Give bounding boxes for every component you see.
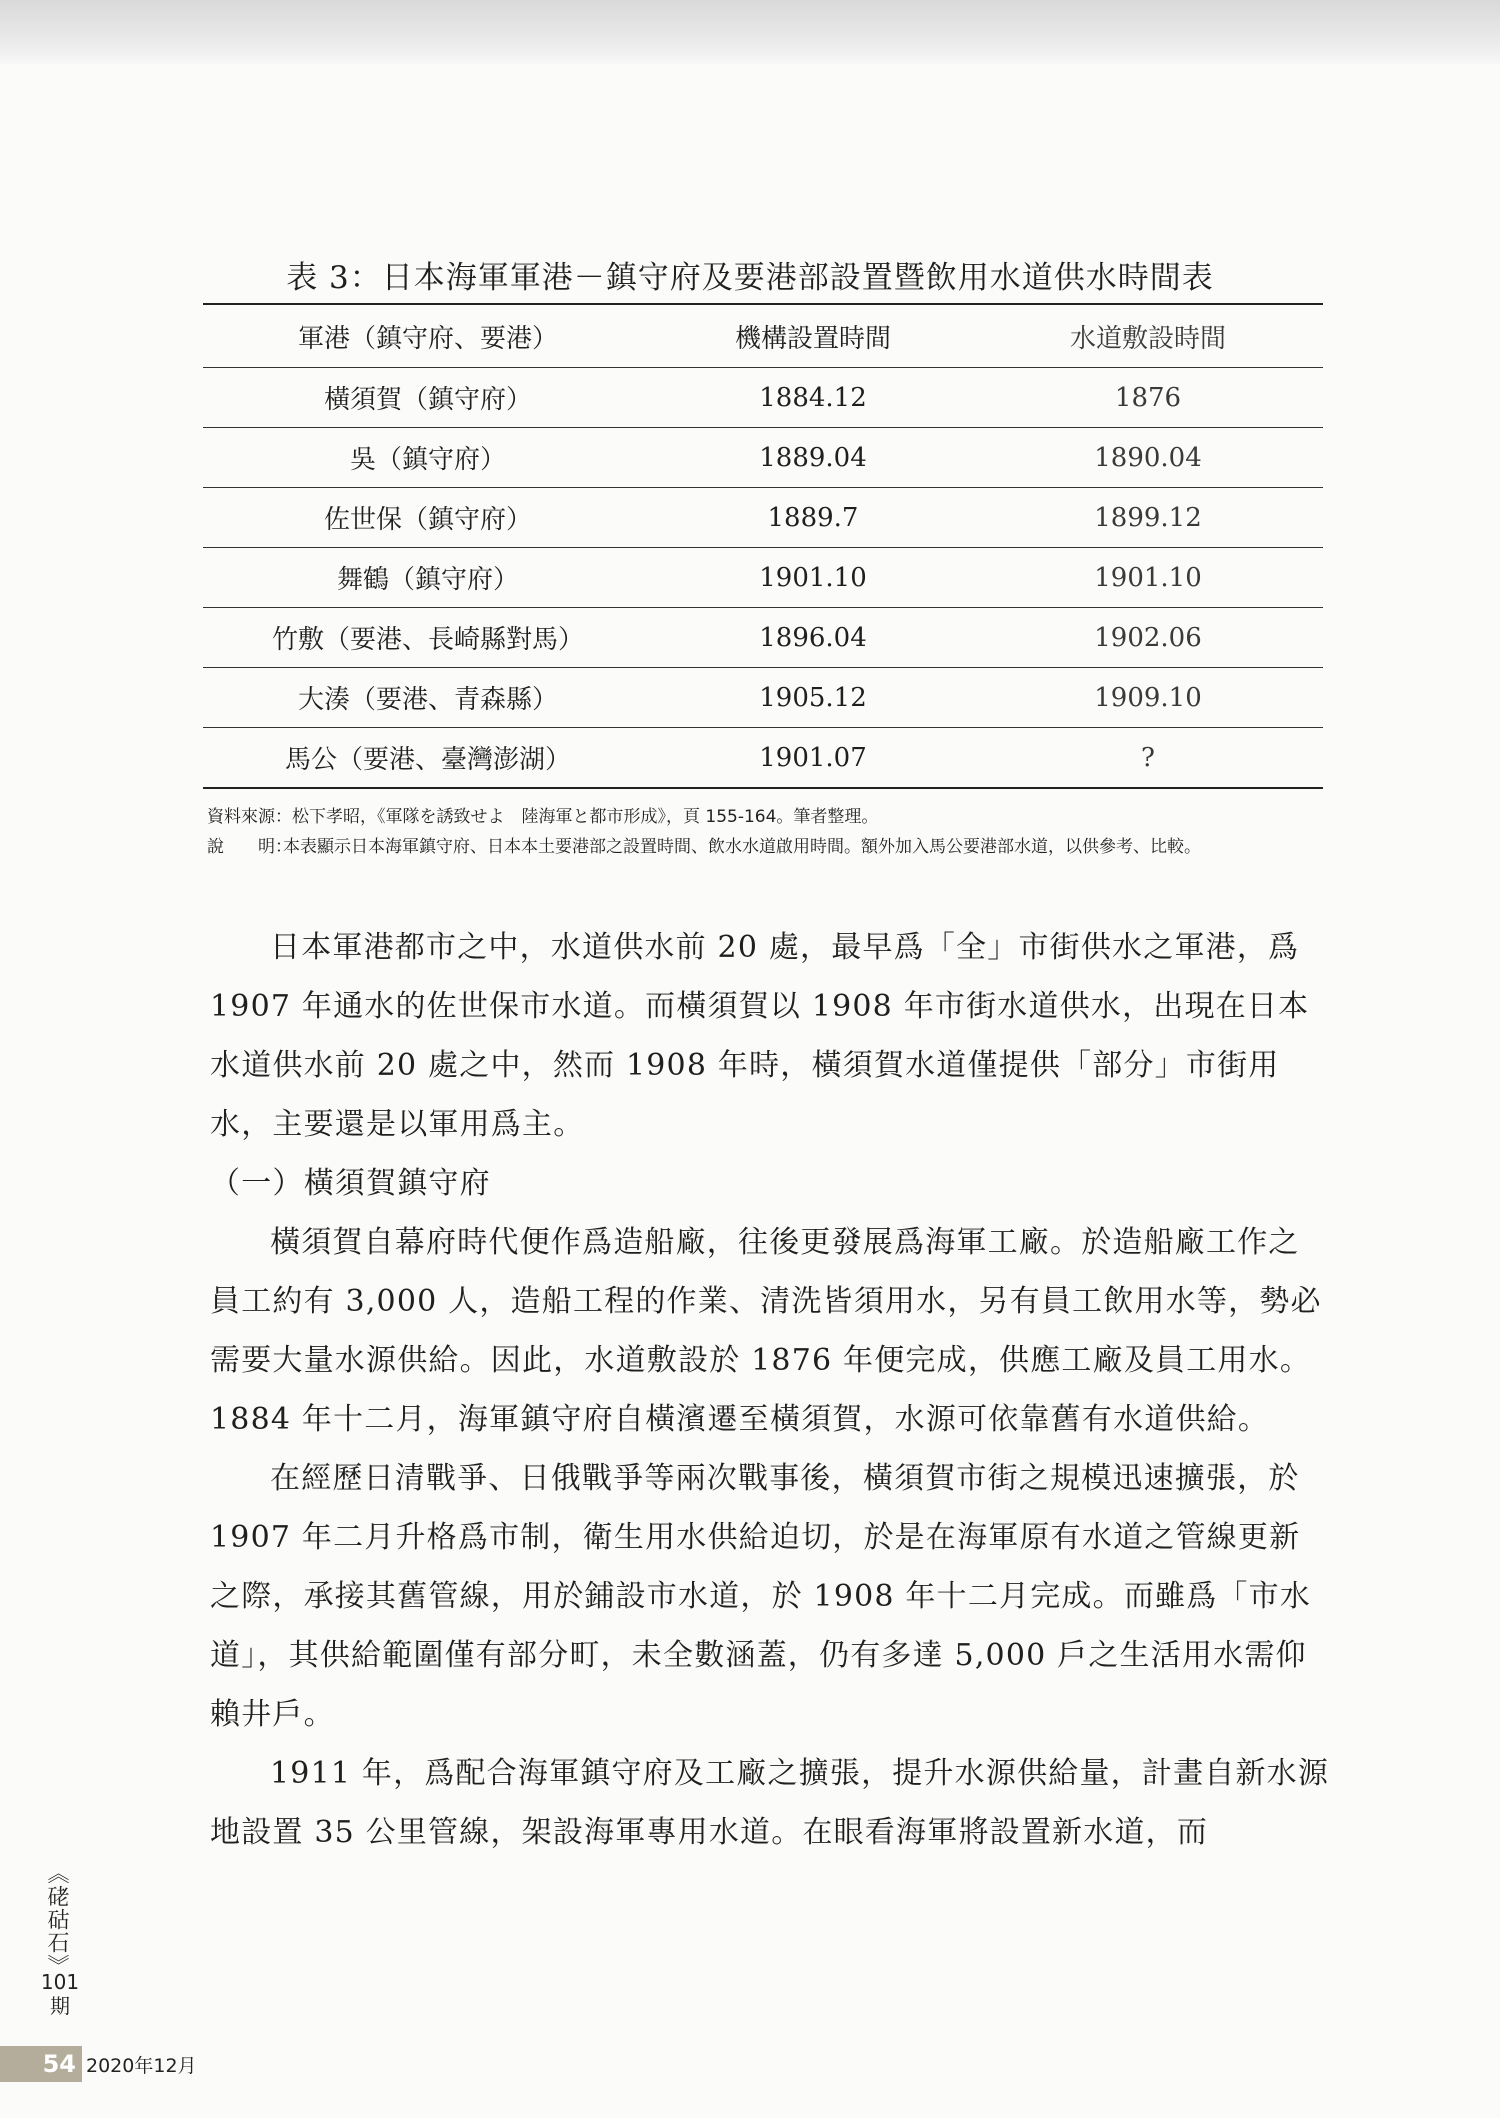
cell-port: 馬公（要港、臺灣澎湖）	[203, 728, 653, 789]
cell-port: 佐世保（鎮守府）	[203, 488, 653, 548]
article-body	[210, 918, 1330, 1862]
cell-waterworks: 1899.12	[973, 488, 1323, 548]
cell-waterworks: 1890.04	[973, 428, 1323, 488]
table-notes	[207, 802, 1327, 862]
cell-port: 吳（鎮守府）	[203, 428, 653, 488]
section-heading: （一）橫須賀鎮守府	[210, 1166, 491, 1201]
cell-waterworks: 1876	[973, 368, 1323, 428]
issue-number: 101	[40, 1970, 80, 1994]
magazine-title: 《硓𥑮石》	[44, 1862, 69, 1977]
issue-suffix: 期	[50, 1994, 70, 2018]
table-row	[203, 608, 1323, 668]
cell-established: 1905.12	[653, 668, 973, 728]
cell-established: 1896.04	[653, 608, 973, 668]
cell-established: 1884.12	[653, 368, 973, 428]
source-note: 資料來源：松下孝昭，《軍隊を誘致せよ 陸海軍と都市形成》，頁 155-164。筆者整理。	[207, 807, 879, 827]
page-footer	[0, 2046, 400, 2082]
cell-waterworks: 1902.06	[973, 608, 1323, 668]
paragraph: 在經歷日清戰爭、日俄戰爭等兩次戰事後，橫須賀市街之規模迅速擴張，於 1907 年二月升格爲市制，衛生用水供給迫切，於是在海軍原有水道之管線更新之際，承接其舊管線，用於鋪設市水道，於 1908 年十二月完成。而雖爲「市水道」，其供給範圍僅有部分町，未全數涵蓋，仍有多達 5,000 戶之生活用水需仰賴井戶。	[210, 1461, 1312, 1732]
cell-port: 舞鶴（鎮守府）	[203, 548, 653, 608]
scan-top-edge	[0, 0, 1500, 64]
table-header-row	[203, 304, 1323, 368]
cell-established: 1901.07	[653, 728, 973, 789]
explanation-text: 本表顯示日本海軍鎮守府、日本本土要港部之設置時間、飲水水道啟用時間。額外加入馬公要港部水道，以供參考、比較。	[283, 837, 1201, 857]
column-header-port: 軍港（鎮守府、要港）	[203, 304, 653, 368]
table-row	[203, 488, 1323, 548]
issue-label	[38, 1970, 82, 2018]
paragraph: 日本軍港都市之中，水道供水前 20 處，最早爲「全」市街供水之軍港，爲 1907 年通水的佐世保市水道。而橫須賀以 1908 年市街水道供水，出現在日本水道供水前 20 處之中，然而 1908 年時，橫須賀水道僅提供「部分」市街用水，主要還是以軍用爲主。	[210, 930, 1310, 1142]
cell-port: 竹敷（要港、長崎縣對馬）	[203, 608, 653, 668]
cell-established: 1901.10	[653, 548, 973, 608]
cell-waterworks: 1909.10	[973, 668, 1323, 728]
table-row	[203, 668, 1323, 728]
table-row	[203, 428, 1323, 488]
explanation-label: 說 明：	[207, 837, 292, 857]
paragraph: 1911 年，爲配合海軍鎮守府及工廠之擴張，提升水源供給量，計畫自新水源地設置 35 公里管線，架設海軍專用水道。在眼看海軍將設置新水道，而	[210, 1756, 1330, 1850]
cell-established: 1889.7	[653, 488, 973, 548]
cell-waterworks: 1901.10	[973, 548, 1323, 608]
table-title: 表 3：日本海軍軍港－鎮守府及要港部設置暨飲用水道供水時間表	[286, 260, 1214, 296]
data-table	[203, 303, 1323, 789]
explanation-note	[207, 832, 1327, 862]
column-header-established: 機構設置時間	[653, 304, 973, 368]
cell-established: 1889.04	[653, 428, 973, 488]
column-header-waterworks: 水道敷設時間	[973, 304, 1323, 368]
table-row	[203, 548, 1323, 608]
cell-waterworks: ?	[973, 728, 1323, 789]
paragraph: 橫須賀自幕府時代便作爲造船廠，往後更發展爲海軍工廠。於造船廠工作之員工約有 3,000 人，造船工程的作業、清洗皆須用水，另有員工飲用水等，勢必需要大量水源供給。因此，水道敷設於 1876 年便完成，供應工廠及員工用水。1884 年十二月，海軍鎮守府自橫濱遷至橫須賀，水源可依靠舊有水道供給。	[210, 1225, 1322, 1437]
table-row	[203, 728, 1323, 789]
cell-port: 大湊（要港、青森縣）	[203, 668, 653, 728]
page-number: 54	[0, 2046, 82, 2082]
issue-date: 2020年12月	[86, 2054, 197, 2077]
table-row	[203, 368, 1323, 428]
cell-port: 橫須賀（鎮守府）	[203, 368, 653, 428]
